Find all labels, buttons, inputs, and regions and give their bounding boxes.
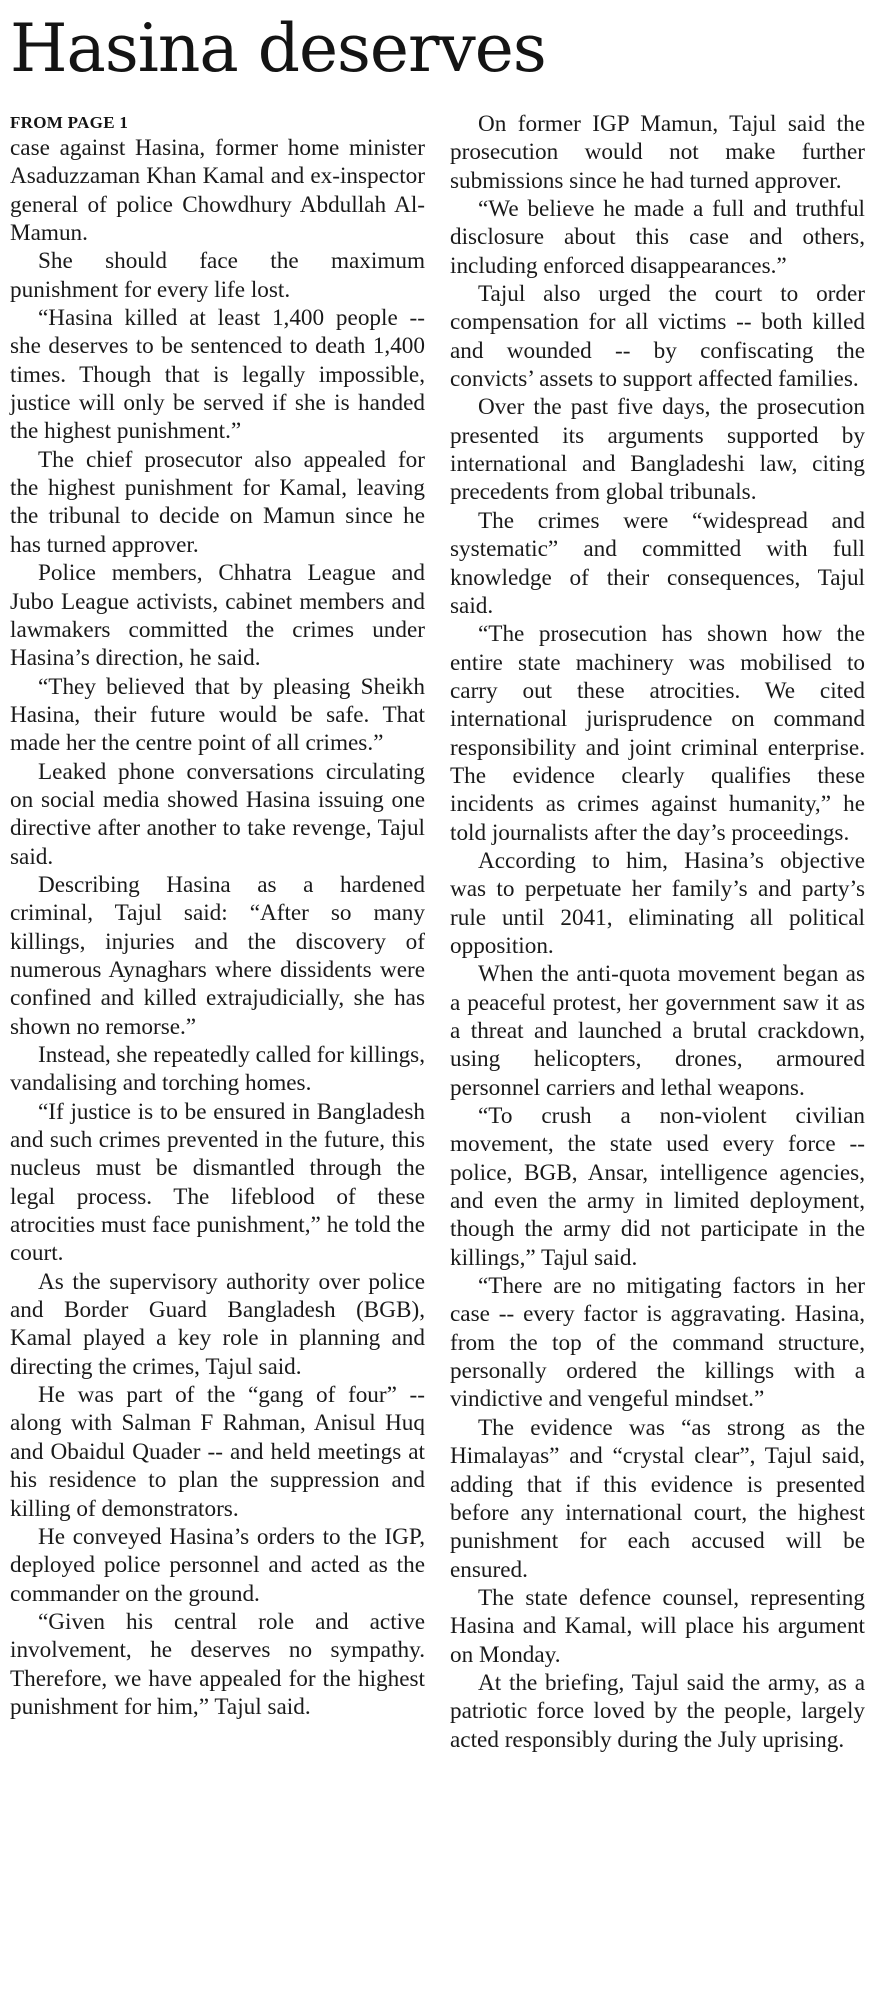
paragraph: Over the past five days, the prosecution presented its arguments supported by international and Bangladeshi law, citing precedents from global tribunals.	[450, 394, 865, 506]
paragraph: Describing Hasina as a hardened criminal, Tajul said: “After so many killings, injuries and the discovery of numerous Aynaghars where dissidents were confined and killed extrajudicially, she has shown no remorse.”	[10, 871, 425, 1040]
paragraph: Instead, she repeatedly called for killings, vandalising and torching homes.	[10, 1042, 425, 1097]
paragraph: case against Hasina, former home minister Asaduzzaman Khan Kamal and ex-inspector general of police Chowdhury Abdullah Al-Mamun.	[10, 135, 425, 247]
paragraph: “There are no mitigating factors in her case -- every factor is aggravating. Hasina, from the top of the command structure, personally ordered the killings with a vindictive and vengeful mindset.”	[450, 1273, 865, 1413]
paragraph: Police members, Chhatra League and Jubo League activists, cabinet members and lawmakers committed the crimes under Hasina’s direction, he said.	[10, 560, 425, 672]
paragraph: “Hasina killed at least 1,400 people -- she deserves to be sentenced to death 1,400 times. Though that is legally impossible, justice will only be served if she is handed the highest punishment.”	[10, 305, 425, 445]
paragraph: As the supervisory authority over police and Border Guard Bangladesh (BGB), Kamal played a key role in planning and directing the crimes, Tajul said.	[10, 1268, 425, 1380]
paragraph: At the briefing, Tajul said the army, as a patriotic force loved by the people, largely acted responsibly during the July uprising.	[450, 1669, 865, 1753]
paragraph: “To crush a non-violent civilian movement, the state used every force -- police, BGB, Ansar, intelligence agencies, and even the army in limited deployment, though the army did not participate in the killings,” Tajul said.	[450, 1103, 865, 1271]
paragraph: The crimes were “widespread and systematic” and committed with full knowledge of their consequences, Tajul said.	[450, 507, 865, 619]
paragraph: Leaked phone conversations circulating on social media showed Hasina issuing one directive after another to take revenge, Tajul said.	[10, 758, 425, 870]
paragraph: “Given his central role and active involvement, he deserves no sympathy. Therefore, we have appealed for the highest punishment for him,” Tajul said.	[10, 1608, 425, 1720]
right-column	[450, 110, 865, 1754]
paragraph: He was part of the “gang of four” -- along with Salman F Rahman, Anisul Huq and Obaidul Quader -- and held meetings at his residence to plan the suppression and killing of demonstrators.	[10, 1382, 425, 1522]
paragraph: Tajul also urged the court to order compensation for all victims -- both killed and wounded -- by confiscating the convicts’ assets to support affected families.	[450, 281, 865, 393]
left-column	[10, 112, 425, 1721]
paragraph: The chief prosecutor also appealed for the highest punishment for Kamal, leaving the tribunal to decide on Mamun since he has turned approver.	[10, 446, 425, 558]
paragraph: “We believe he made a full and truthful disclosure about this case and others, including enforced disappearances.”	[450, 196, 865, 279]
paragraph: She should face the maximum punishment for every life lost.	[10, 248, 425, 303]
kicker: FROM PAGE 1	[10, 113, 129, 132]
paragraph: “They believed that by pleasing Sheikh Hasina, their future would be safe. That made her the centre point of all crimes.”	[10, 673, 425, 757]
paragraph: The state defence counsel, representing Hasina and Kamal, will place his argument on Monday.	[450, 1584, 865, 1668]
paragraph: The evidence was “as strong as the Himalayas” and “crystal clear”, Tajul said, adding that if this evidence is presented before any international court, the highest punishment for each accused will be ensured.	[450, 1414, 865, 1583]
paragraph: On former IGP Mamun, Tajul said the prosecution would not make further submissions since he had turned approver.	[450, 111, 865, 194]
paragraph: He conveyed Hasina’s orders to the IGP, deployed police personnel and acted as the commander on the ground.	[10, 1523, 425, 1607]
headline: Hasina deserves	[10, 10, 546, 87]
paragraph: “If justice is to be ensured in Bangladesh and such crimes prevented in the future, this nucleus must be dismantled through the legal process. The lifeblood of these atrocities must face punishment,” he told the court.	[10, 1098, 425, 1267]
paragraph: When the anti-quota movement began as a peaceful protest, her government saw it as a threat and launched a brutal crackdown, using helicopters, drones, armoured personnel carriers and lethal weapons.	[450, 961, 865, 1101]
paragraph: “The prosecution has shown how the entire state machinery was mobilised to carry out these atrocities. We cited international jurisprudence on command responsibility and joint criminal enterprise. The evidence clearly qualifies these incidents as crimes against humanity,” he told journalists after the day’s proceedings.	[450, 621, 865, 846]
paragraph: According to him, Hasina’s objective was to perpetuate her family’s and party’s rule until 2041, eliminating all political opposition.	[450, 847, 865, 959]
